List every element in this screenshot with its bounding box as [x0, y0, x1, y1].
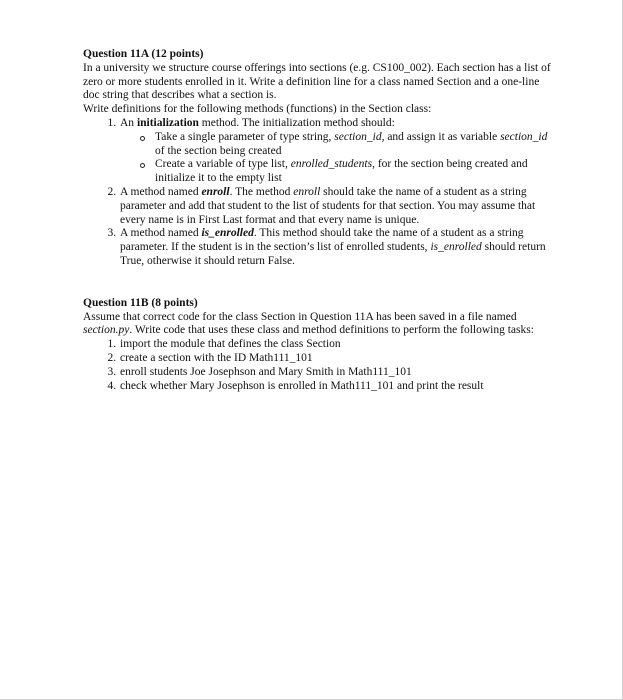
list-item-is-enrolled	[119, 227, 553, 268]
sub-item-enrolled-students	[138, 158, 553, 186]
question-11a-intro: In a university we structure course offerings into sections (e.g. CS100_002). Each section has a list of zero or more students enrolled in it. Write a definition line for a class named Section and a one-line doc string that describes what a section is.	[83, 61, 551, 102]
task-item: 3. enroll students Joe Josephson and Mary Smith in Math111_101	[119, 366, 553, 380]
task-item: 4. check whether Mary Josephson is enrolled in Math111_101 and print the result	[119, 380, 553, 394]
item-text: Take a single parameter of type string,	[155, 130, 335, 143]
item-text: should return True, otherwise it should return False.	[120, 241, 546, 267]
item-text: A method named	[120, 185, 202, 198]
question-11a-list	[83, 117, 553, 269]
item-bold-term: initialization	[136, 116, 199, 129]
section-spacer	[83, 269, 553, 297]
item-italic: enroll	[293, 185, 321, 198]
question-11a-lead: Write definitions for the following methods (functions) in the Section class:	[83, 103, 432, 116]
item-text: Assume that correct code for the class Section in Question 11A has been saved in a file named	[83, 310, 517, 323]
item-italic: enrolled_students	[290, 158, 373, 171]
question-11a-title: Question 11A (12 points)	[83, 48, 204, 60]
item-italic: section_id	[500, 130, 548, 143]
item-bold-italic: enroll	[201, 185, 230, 198]
item-text: of the section being created	[155, 144, 282, 157]
item-text: A method named	[120, 227, 202, 240]
item-bold-italic: is_enrolled	[201, 227, 254, 240]
item-text: method. The initialization method should:	[198, 116, 395, 129]
item-italic: is_enrolled	[430, 241, 482, 254]
initialization-sublist	[120, 131, 553, 186]
document-page	[83, 48, 553, 393]
item-text: . This method should take the name of a student as a string parameter. If the student is in the section’s list of enrolled students,	[120, 227, 524, 254]
question-11b-intro	[83, 311, 553, 339]
sub-item-section-id	[138, 131, 553, 159]
question-11b	[83, 297, 553, 394]
item-text: Create a variable of type list,	[155, 158, 291, 171]
item-text: An	[120, 116, 137, 129]
task-item: 2. create a section with the ID Math111_101	[119, 352, 553, 366]
item-text: and assign it as variable	[384, 130, 501, 143]
question-11b-list	[83, 338, 553, 393]
list-item-enroll	[119, 186, 553, 227]
item-text: , for the section being created and initialize it to the empty list	[155, 158, 528, 185]
list-item-initialization	[119, 117, 553, 186]
item-text: . Write code that uses these class and method definitions to perform the following tasks:	[129, 324, 534, 337]
question-11b-title: Question 11B (8 points)	[83, 296, 198, 309]
item-text: . The method	[229, 185, 294, 198]
question-11a	[83, 48, 553, 269]
item-italic: section.py	[83, 324, 130, 337]
item-text: should take the name of a student as a string parameter and add that student to the list of students for that section. You may assume that every name is in First Last format and that every name is unique.	[120, 185, 536, 226]
task-item: 1. import the module that defines the class Section	[119, 338, 553, 352]
item-italic: section_id,	[334, 130, 385, 143]
